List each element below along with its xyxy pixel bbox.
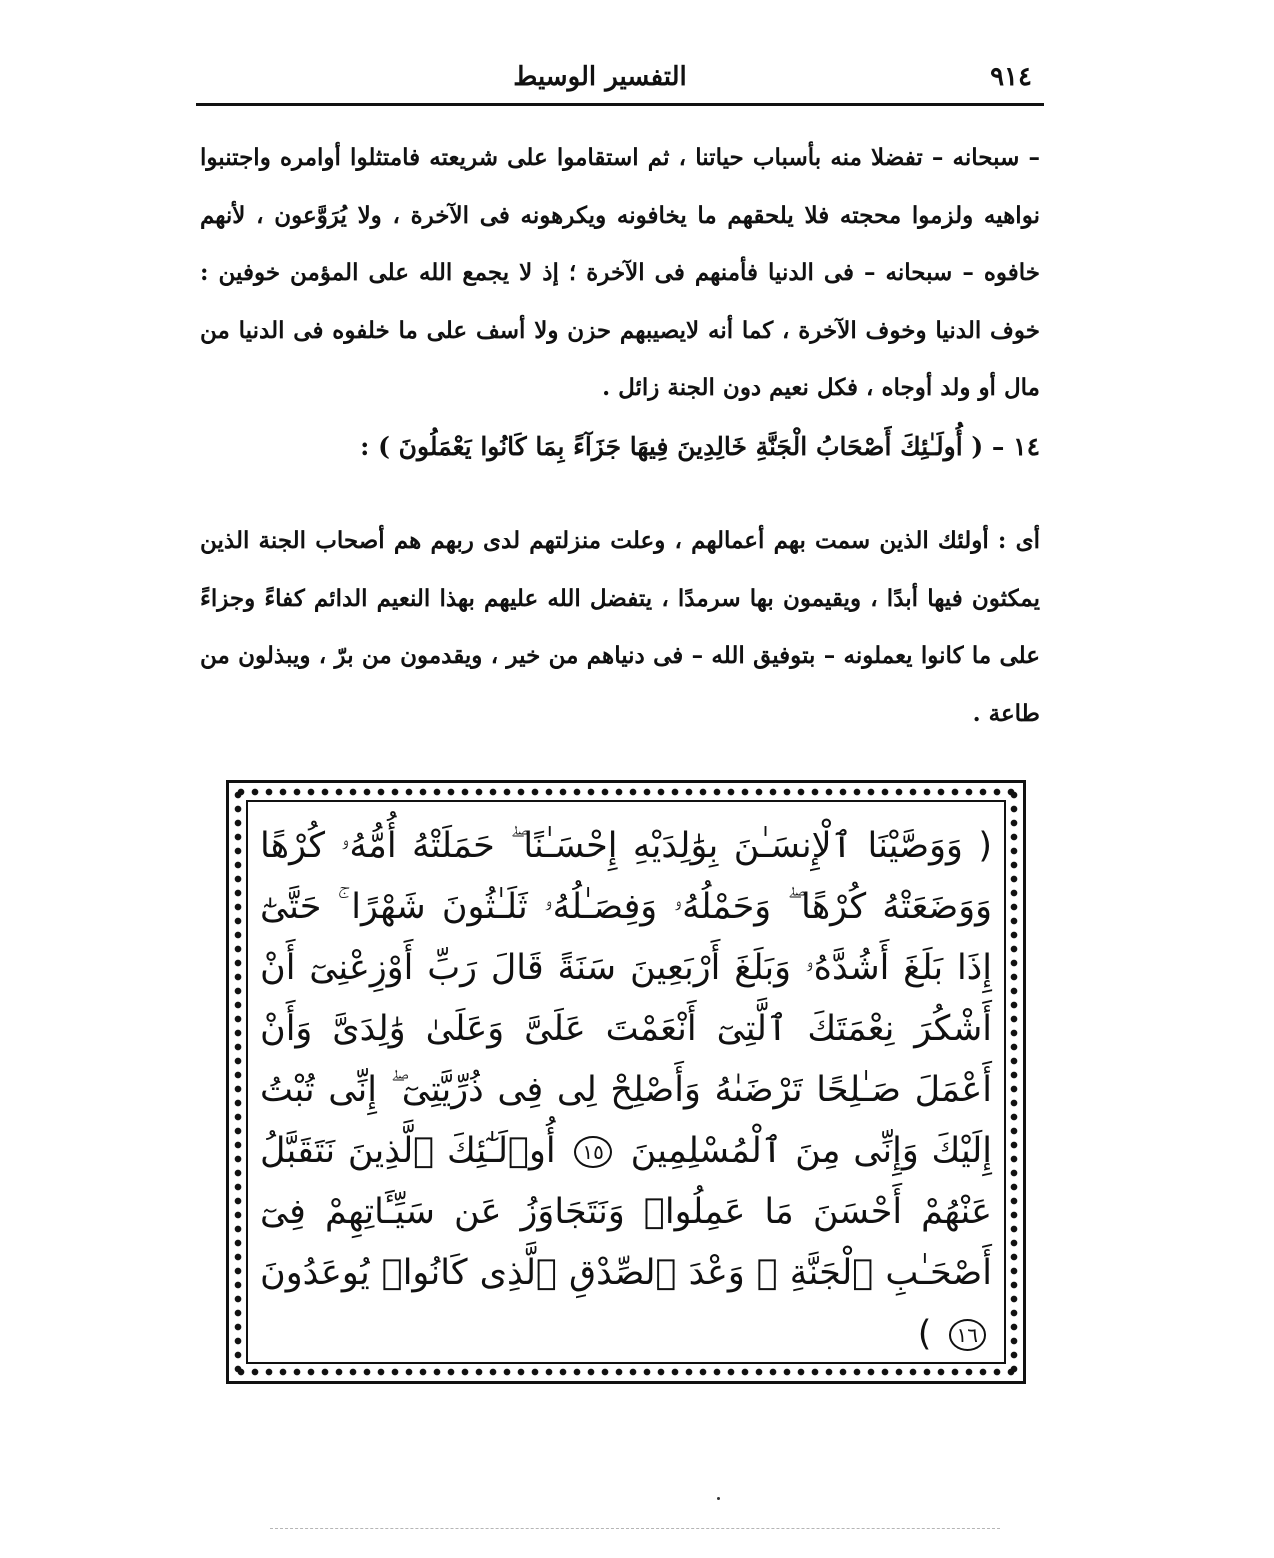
verse-16-text: أُو۟لَـٰٓئِكَ ٱلَّذِينَ نَتَقَبَّلُ عَنْهُمْ أَحْسَنَ مَا عَمِلُوا۟ وَنَتَجَاوَزُ عَن سَيِّـَٔاتِهِمْ فِىٓ أَصْحَـٰبِ ٱلْجَنَّةِ ۖ وَعْدَ ٱلصِّدْقِ ٱلَّذِى كَانُوا۟ يُوعَدُونَ [260,1131,992,1293]
header-rule [196,103,1044,106]
verse-14-heading: ١٤ – ( أُولَـٰئِكَ أَصْحَابُ الْجَنَّةِ خَالِدِينَ فِيهَا جَزَآءً بِمَا كَانُوا يَعْمَلُونَ ) : [360,432,1040,461]
commentary-paragraph-1: – سبحانه – تفضلا منه بأسباب حياتنا ، ثم استقاموا على شريعته فامتثلوا أوامره واجتنبوا نواهيه ولزموا محجته فلا يلحقهم ما يخافونه ويكرهونه فى الآخرة ، ولا يُرَوَّعون ، لأنهم خافوه – سبحانه – فى الدنيا فأمنهم فى الآخرة ؛ إذ لا يجمع الله على المؤمن خوفين : خوف الدنيا وخوف الآخرة ، كما أنه لايصيبهم حزن ولا أسف على ما خلفوه فى الدنيا من مال أو ولد أوجاه ، فكل نعيم دون الجنة زائل . [200,144,1041,401]
scan-edge-line [270,1528,1000,1529]
ornamental-border-top [234,786,1018,798]
verse-15-text: ( وَوَصَّيْنَا ٱلْإِنسَـٰنَ بِوَٰلِدَيْهِ إِحْسَـٰنًا ۖ حَمَلَتْهُ أُمُّهُۥ كُرْهًا وَوَضَعَتْهُ كُرْهًا ۖ وَحَمْلُهُۥ وَفِصَـٰلُهُۥ ثَلَـٰثُونَ شَهْرًا ۚ حَتَّىٰٓ إِذَا بَلَغَ أَشُدَّهُۥ وَبَلَغَ أَرْبَعِينَ سَنَةً قَالَ رَبِّ أَوْزِعْنِىٓ أَنْ أَشْكُرَ نِعْمَتَكَ ٱلَّتِىٓ أَنْعَمْتَ عَلَىَّ وَعَلَىٰ وَٰلِدَىَّ وَأَنْ أَعْمَلَ صَـٰلِحًا تَرْضَىٰهُ وَأَصْلِحْ لِى فِى ذُرِّيَّتِىٓ ۖ إِنِّى تُبْتُ إِلَيْكَ وَإِنِّى مِنَ ٱلْمُسْلِمِينَ [260,826,992,1171]
quran-verses-text [260,816,992,1365]
ornamental-border-right [1008,788,1020,1376]
quran-verse-box [226,780,1026,1384]
scan-speck [717,1497,720,1500]
ayah-marker-16: ١٦ [949,1319,986,1351]
page-header [196,58,1044,102]
ornamental-border-bottom [234,1366,1018,1378]
closing-parenthesis: ) [917,1314,932,1354]
running-title: التفسير الوسيط [513,62,687,92]
commentary-paragraph-2: أى : أولئك الذين سمت بهم أعمالهم ، وعلت منزلتهم لدى ربهم هم أصحاب الجنة الذين يمكثون فيها أبدًا ، ويقيمون بها سرمدًا ، يتفضل الله عليهم بهذا النعيم الدائم كفاءً وجزاءً على ما كانوا يعملونه – بتوفيق الله – فى دنياهم من خير ، ويقدمون من برّ ، ويبذلون من طاعة . [200,527,1040,727]
ayah-marker-15: ١٥ [574,1136,611,1168]
ornamental-border-left [232,788,244,1376]
page-number: ٩١٤ [990,62,1032,92]
